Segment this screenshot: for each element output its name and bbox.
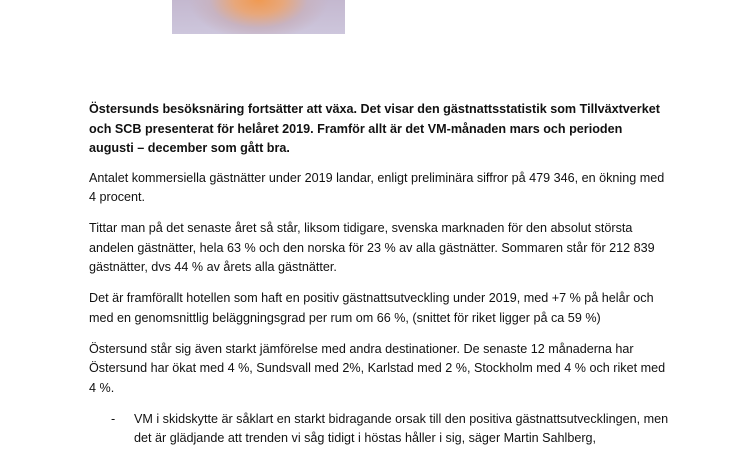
body-paragraph: Antalet kommersiella gästnätter under 2019 landar, enligt preliminära siffror på 479 346, en ökning med 4 procent. <box>89 170 665 204</box>
press-release-body <box>89 100 669 449</box>
dash-bullet: - <box>111 411 116 426</box>
lead-paragraph: Östersunds besöksnäring fortsätter att växa. Det visar den gästnattsstatistik som Tillväxtverket och SCB presenterat för helåret 2019. Framför allt är det VM-månaden mars och perioden augusti – december som gått bra. <box>89 102 660 155</box>
quote-list <box>89 410 669 449</box>
quote-item <box>89 410 669 449</box>
quote-text: VM i skidskytte är såklart en starkt bidragande orsak till den positiva gästnattsutvecklingen, men det är glädjande att trenden vi såg tidigt i höstas håller i sig, säger Martin Sahlberg, <box>134 411 669 445</box>
body-paragraph: Östersund står sig även starkt jämförelse med andra destinationer. De senaste 12 månaderna har Östersund har ökat med 4 %, Sundsvall med 2%, Karlstad med 2 %, Stockholm med 4 % och riket med 4 %. <box>89 341 666 395</box>
header-photo <box>172 0 345 34</box>
body-paragraph: Tittar man på det senaste året så står, liksom tidigare, svenska marknaden för den absolut största andelen gästnätter, hela 63 % och den norska för 23 % av alla gästnätter. Sommaren står för 212 839 gästnätter, dvs 44 % av årets alla gästnätter. <box>89 221 655 274</box>
body-paragraph: Det är framförallt hotellen som haft en positiv gästnattsutveckling under 2019, med +7 % på helår och med en genomsnittlig beläggningsgrad per rum om 66 %, (snittet för riket ligger på ca 59 %) <box>89 291 654 325</box>
